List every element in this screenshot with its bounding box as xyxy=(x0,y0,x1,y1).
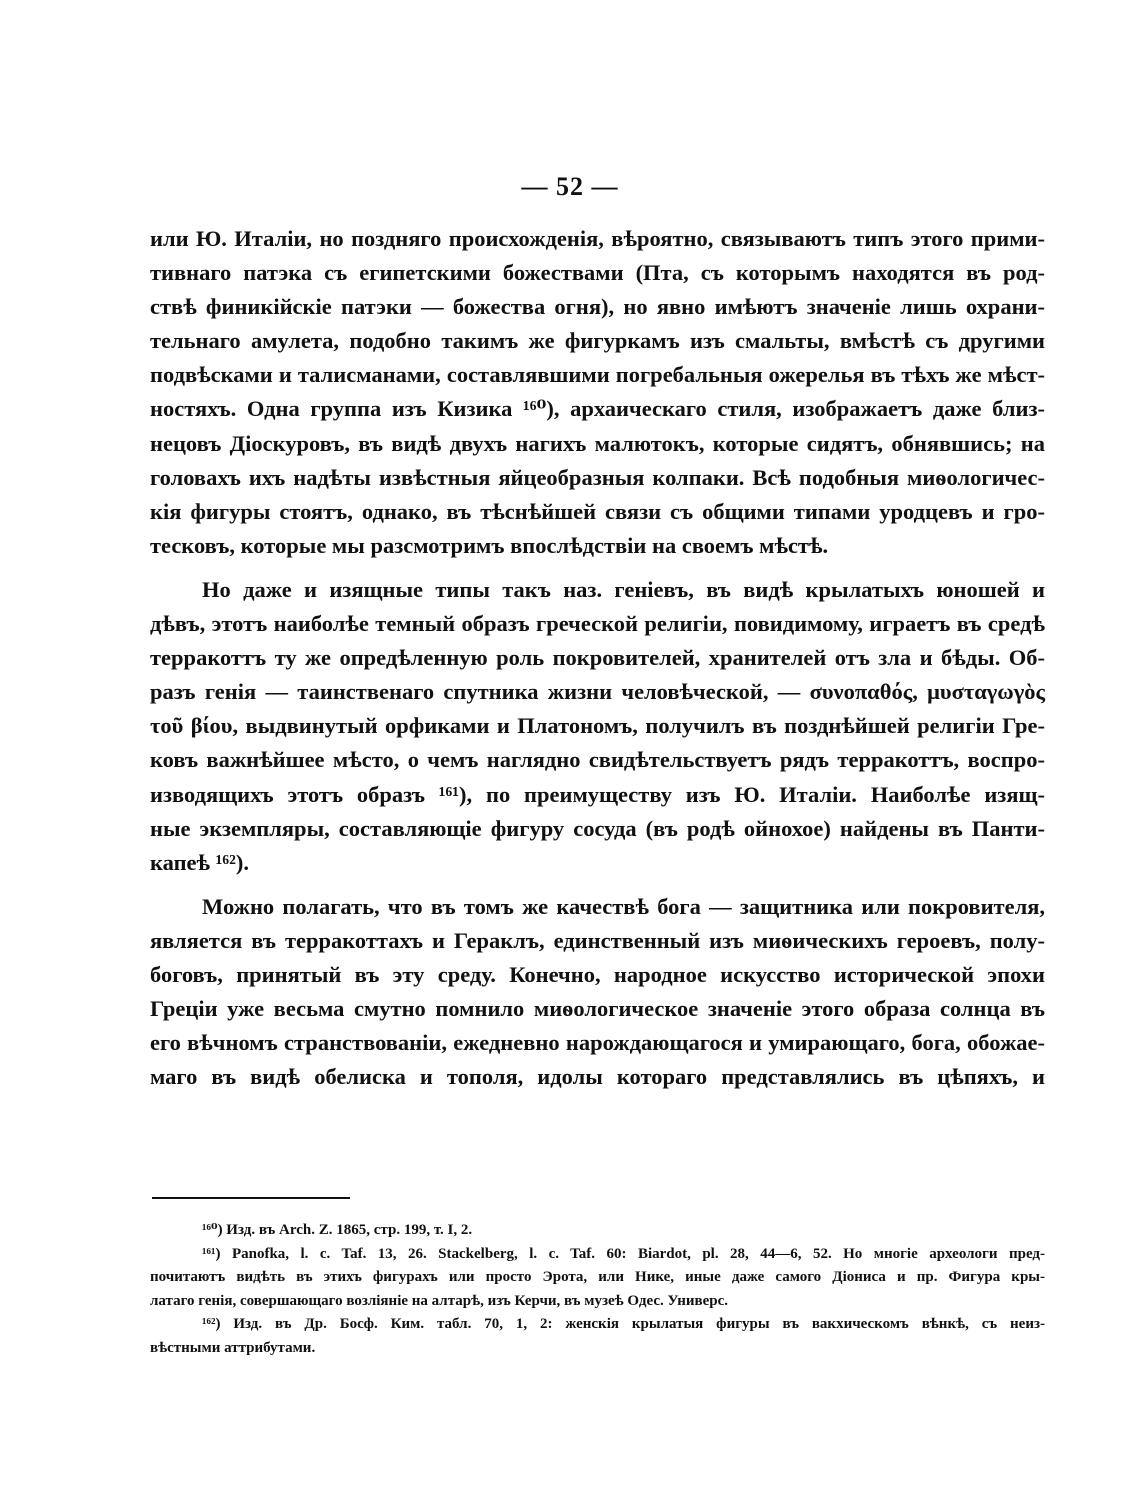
text-line: изводящихъ этотъ образъ ¹⁶¹), по преимуществу изъ Ю. Италіи. Наиболѣе изящ- xyxy=(150,781,1045,807)
text-line: головахъ ихъ надѣты извѣстныя яйцеобразныя колпаки. Всѣ подобныя миѳологичес- xyxy=(150,464,1045,490)
paragraph-gap xyxy=(150,880,1045,890)
footnote-161-cont: латаго генія, совершающаго возліяніе на алтарѣ, изъ Керчи, въ музеѣ Одес. Универс. xyxy=(150,1292,729,1309)
text-line: ковъ важнѣйшее мѣсто, о чемъ наглядно свидѣтельствуетъ рядъ терракоттъ, воспро- xyxy=(150,747,1045,773)
text-line: является въ терракоттахъ и Гераклъ, единственный изъ миѳическихъ героевъ, полу- xyxy=(150,927,1045,953)
text-line: ностяхъ. Одна группа изъ Кизика ¹⁶⁰), архаическаго стиля, изображаетъ даже близ- xyxy=(150,396,1045,422)
text-line: кія фигуры стоятъ, однако, въ тѣснѣйшей связи съ общими типами уродцевъ и гро- xyxy=(150,498,1045,524)
footnotes xyxy=(150,1219,1045,1360)
text-line: ные экземпляры, составляющіе фигуру сосуда (въ родѣ ойнохое) найдены въ Панти- xyxy=(150,815,1045,841)
text-line: его вѣчномъ странствованіи, ежедневно нарождающагося и умирающаго, бога, обожае- xyxy=(150,1030,1045,1056)
text-line: тесковъ, которые мы разсмотримъ впослѣдствіи на своемъ мѣстѣ. xyxy=(150,532,829,558)
text-line: нецовъ Діоскуровъ, въ видѣ двухъ нагихъ малютокъ, которые сидятъ, обнявшись; на xyxy=(150,430,1045,456)
footnote-162: ¹⁶²) Изд. въ Др. Босф. Ким. табл. 70, 1, 2: женскія крылатыя фигуры въ вакхическомъ вѣнкѣ, съ неиз- xyxy=(202,1316,1045,1332)
text-line: тельнаго амулета, подобно такимъ же фигуркамъ изъ смальты, вмѣстѣ съ другими xyxy=(150,328,1045,354)
text-line: разъ генія — таинственаго спутника жизни человѣческой, — συνοπαθός, μυσταγωγὸς xyxy=(150,679,1045,705)
text-line: Но даже и изящные типы такъ наз. геніевъ, въ видѣ крылатыхъ юношей и xyxy=(202,576,1045,602)
text-line: боговъ, принятый въ эту среду. Конечно, народное искусство исторической эпохи xyxy=(150,961,1045,987)
text-line: терракоттъ ту же опредѣленную роль покровителей, хранителей отъ зла и бѣды. Об- xyxy=(150,645,1045,671)
text-line: тивнаго патэка съ египетскими божествами (Пта, съ которымъ находятся въ род- xyxy=(150,260,1045,286)
paragraph-3 xyxy=(150,890,1045,1095)
page-number: — 52 — xyxy=(521,172,619,201)
text-line: маго въ видѣ обелиска и тополя, идолы котораго представлялись въ цѣпяхъ, и xyxy=(150,1064,1045,1090)
text-line: ствѣ финикійскіе патэки — божества огня), но явно имѣютъ значеніе лишь охрани- xyxy=(150,294,1045,320)
text-line: дѣвъ, этотъ наиболѣе темный образъ греческой религіи, повидимому, играетъ въ средѣ xyxy=(150,611,1045,637)
text-line: τοῦ βίου, выдвинутый орфиками и Платономъ, получилъ въ позднѣйшей религіи Гре- xyxy=(150,713,1045,739)
footnote-divider xyxy=(152,1197,350,1199)
footnote-162-cont: вѣстными аттрибутами. xyxy=(150,1339,316,1356)
footnote-160: ¹⁶⁰) Изд. въ Arch. Z. 1865, стр. 199, т. I, 2. xyxy=(202,1222,473,1238)
text-line: подвѣсками и талисманами, составлявшими погребальныя ожерелья въ тѣхъ же мѣст- xyxy=(150,362,1045,388)
body-text xyxy=(150,222,1045,1094)
text-line: капеѣ ¹⁶²). xyxy=(150,849,250,875)
text-line: Можно полагать, что въ томъ же качествѣ бога — защитника или покровителя, xyxy=(202,893,1045,919)
paragraph-gap xyxy=(150,563,1045,573)
footnote-161-cont: почитаютъ видѣть въ этихъ фигурахъ или просто Эрота, или Нике, иные даже самого Діониса и пр. Фигура кры- xyxy=(150,1269,1045,1285)
text-line: или Ю. Италіи, но поздняго происхожденія, вѣроятно, связываютъ типъ этого прими- xyxy=(150,226,1045,251)
paragraph-1 xyxy=(150,222,1045,563)
paragraph-2 xyxy=(150,573,1045,880)
text-line: Греціи уже весьма смутно помнило миѳологическое значеніе этого образа солнца въ xyxy=(150,996,1045,1022)
footnote-161: ¹⁶¹) Panofka, l. c. Taf. 13, 26. Stackelberg, l. c. Taf. 60: Biardot, pl. 28, 44—6, 52. Но многіе археологи пред- xyxy=(202,1245,1045,1262)
